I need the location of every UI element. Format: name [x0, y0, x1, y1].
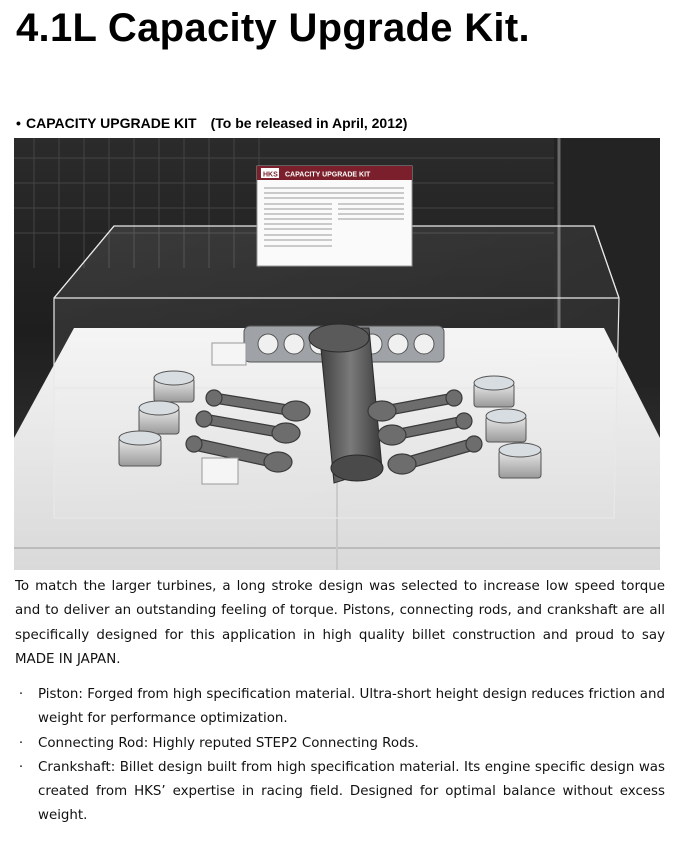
section-heading-label: CAPACITY UPGRADE KIT: [26, 115, 197, 131]
info-card: [212, 343, 246, 365]
page-title: 4.1L Capacity Upgrade Kit.: [16, 6, 530, 50]
bullet-mark: ·: [18, 687, 24, 702]
sign-title: CAPACITY UPGRADE KIT: [285, 171, 371, 179]
intro-paragraph: To match the larger turbines, a long stroke design was selected to increase low speed torque and to deliver an outstanding feeling of torque. Pistons, connecting rods, and crankshaft are all specifically designed for this application in high quality billet construction and proud to say MADE IN JAPAN.: [15, 579, 665, 667]
bullet-mark: •: [16, 115, 21, 131]
list-item: [15, 756, 665, 829]
list-item-text: Piston: Forged from high specification material. Ultra-short height design reduces friction and weight for performance optimization.: [38, 687, 665, 727]
bullet-mark: ·: [18, 735, 24, 751]
sign-brand: HKS: [263, 171, 278, 179]
info-card: [202, 458, 238, 484]
product-sign: [257, 166, 412, 266]
feature-list: [15, 683, 665, 829]
list-item: [15, 683, 665, 732]
release-note: (To be released in April, 2012): [210, 115, 408, 131]
section-heading: [16, 115, 407, 131]
bullet-mark: ·: [18, 759, 24, 775]
list-item-text: Crankshaft: Billet design built from high specification material. Its engine specific design was created from HKS’ expertise in racing field. Designed for optimal balance without excess weight.: [38, 759, 665, 824]
list-item: [15, 732, 665, 756]
product-display-photo: [14, 138, 660, 570]
list-item-text: Connecting Rod: Highly reputed STEP2 Connecting Rods.: [38, 735, 419, 751]
